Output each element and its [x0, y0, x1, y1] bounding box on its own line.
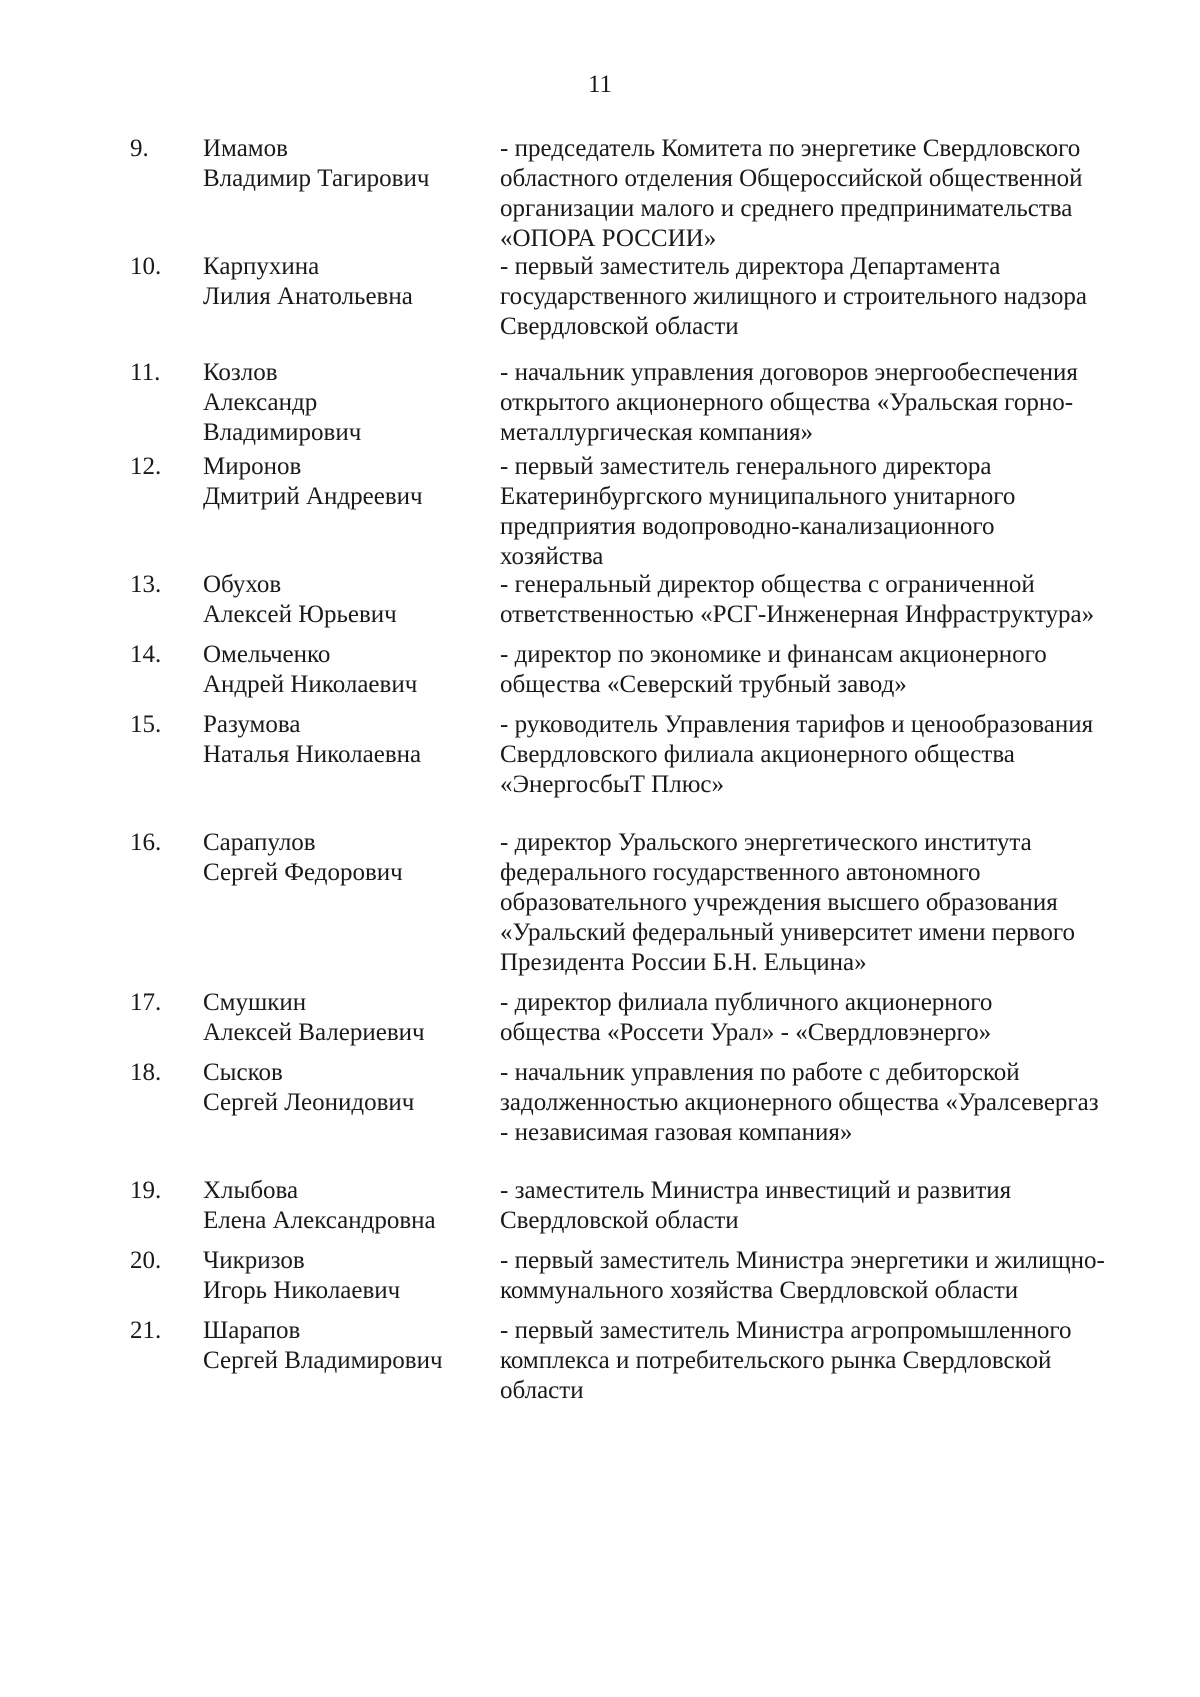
- member-name-line: Сергей Федорович: [203, 859, 403, 886]
- member-name-line: Омельченко: [203, 641, 331, 668]
- member-position: [500, 570, 1150, 630]
- member-position-line: - первый заместитель генерального директора: [500, 453, 992, 480]
- entry-number: 9.: [130, 135, 149, 162]
- member-name-line: Смушкин: [203, 989, 307, 1016]
- member-position-line: предприятия водопроводно-канализационного: [500, 513, 995, 540]
- list-item: [130, 1058, 1150, 1148]
- member-name-line: Владимир Тагирович: [203, 165, 430, 192]
- entry-number: 10.: [130, 253, 162, 280]
- entry-number: 18.: [130, 1059, 162, 1086]
- member-name-line: Имамов: [203, 135, 288, 162]
- member-position: [500, 828, 1150, 978]
- member-position-line: «Уральский федеральный университет имени первого: [500, 919, 1075, 946]
- member-position-line: ответственностью «РСГ-Инженерная Инфраструктура»: [500, 601, 1095, 628]
- member-name: [203, 1246, 500, 1306]
- member-name-line: Обухов: [203, 571, 282, 598]
- list-item: [130, 134, 1150, 254]
- member-position-line: Свердловской области: [500, 1207, 739, 1234]
- member-position-line: - начальник управления договоров энергообеспечения: [500, 359, 1078, 386]
- member-position-line: комплекса и потребительского рынка Свердловской: [500, 1347, 1052, 1374]
- member-name: [203, 1176, 500, 1236]
- entry-number: 17.: [130, 989, 162, 1016]
- list-item: [130, 710, 1150, 800]
- member-position: [500, 1058, 1150, 1148]
- member-position-line: государственного жилищного и строительного надзора: [500, 283, 1088, 310]
- list-item: [130, 1246, 1150, 1306]
- entry-number: 11.: [130, 359, 161, 386]
- member-position: [500, 710, 1150, 800]
- member-position: [500, 640, 1150, 700]
- member-position-line: области: [500, 1377, 584, 1404]
- member-position-line: образовательного учреждения высшего образования: [500, 889, 1058, 916]
- member-position-line: коммунального хозяйства Свердловской области: [500, 1277, 1019, 1304]
- member-name-line: Елена Александровна: [203, 1207, 436, 1234]
- member-position: [500, 1176, 1150, 1236]
- list-item: [130, 252, 1150, 342]
- member-name-line: Козлов: [203, 359, 278, 386]
- member-position: [500, 358, 1150, 448]
- entry-number: 14.: [130, 641, 162, 668]
- page-number: 11: [587, 71, 613, 98]
- member-position-line: общества «Россети Урал» - «Свердловэнерго»: [500, 1019, 992, 1046]
- list-item: [130, 1316, 1150, 1406]
- member-name-line: Александр: [203, 389, 318, 416]
- member-position-line: - генеральный директор общества с ограниченной: [500, 571, 1035, 598]
- member-name: [203, 828, 500, 978]
- member-position-line: открытого акционерного общества «Уральская горно-: [500, 389, 1074, 416]
- member-position-line: Свердловского филиала акционерного общества: [500, 741, 1015, 768]
- member-name-line: Хлыбова: [203, 1177, 299, 1204]
- member-name: [203, 452, 500, 572]
- member-name-line: Андрей Николаевич: [203, 671, 418, 698]
- member-position-line: - первый заместитель директора Департамента: [500, 253, 1001, 280]
- member-position-line: - заместитель Министра инвестиций и развития: [500, 1177, 1012, 1204]
- member-position-line: задолженностью акционерного общества «Уралсевергаз: [500, 1089, 1099, 1116]
- member-name-line: Шарапов: [203, 1317, 301, 1344]
- member-position: [500, 134, 1150, 254]
- member-name-line: Чикризов: [203, 1247, 305, 1274]
- member-position-line: - председатель Комитета по энергетике Свердловского: [500, 135, 1081, 162]
- member-name: [203, 358, 500, 448]
- list-item: [130, 640, 1150, 700]
- member-name-line: Разумова: [203, 711, 301, 738]
- member-position-line: металлургическая компания»: [500, 419, 814, 446]
- member-position-line: - директор по экономике и финансам акционерного: [500, 641, 1047, 668]
- member-name: [203, 640, 500, 700]
- member-name-line: Сысков: [203, 1059, 283, 1086]
- member-position: [500, 1246, 1150, 1306]
- member-name-line: Сергей Владимирович: [203, 1347, 443, 1374]
- member-position: [500, 252, 1150, 342]
- list-item: [130, 988, 1150, 1048]
- entry-number: 13.: [130, 571, 162, 598]
- member-name-line: Миронов: [203, 453, 302, 480]
- member-position-line: - директор Уральского энергетического института: [500, 829, 1032, 856]
- member-position-line: - директор филиала публичного акционерного: [500, 989, 993, 1016]
- entry-number: 19.: [130, 1177, 162, 1204]
- member-position: [500, 452, 1150, 572]
- member-position-line: Президента России Б.Н. Ельцина»: [500, 949, 867, 976]
- member-position-line: общества «Северский трубный завод»: [500, 671, 907, 698]
- member-name: [203, 1058, 500, 1148]
- member-position-line: - начальник управления по работе с дебиторской: [500, 1059, 1020, 1086]
- member-name: [203, 988, 500, 1048]
- member-name-line: Лилия Анатольевна: [203, 283, 413, 310]
- member-position-line: «ОПОРА РОССИИ»: [500, 225, 717, 252]
- entry-number: 21.: [130, 1317, 162, 1344]
- member-name-line: Алексей Валериевич: [203, 1019, 425, 1046]
- member-name-line: Сергей Леонидович: [203, 1089, 415, 1116]
- member-name-line: Наталья Николаевна: [203, 741, 422, 768]
- member-name: [203, 134, 500, 254]
- entry-number: 16.: [130, 829, 162, 856]
- list-item: [130, 1176, 1150, 1236]
- entry-number: 20.: [130, 1247, 162, 1274]
- member-position: [500, 988, 1150, 1048]
- member-position-line: федерального государственного автономного: [500, 859, 981, 886]
- member-position-line: - первый заместитель Министра агропромышленного: [500, 1317, 1072, 1344]
- member-position: [500, 1316, 1150, 1406]
- member-name: [203, 570, 500, 630]
- member-name-line: Сарапулов: [203, 829, 316, 856]
- member-name-line: Карпухина: [203, 253, 320, 280]
- member-position-line: организации малого и среднего предпринимательства: [500, 195, 1073, 222]
- list-item: [130, 570, 1150, 630]
- member-name: [203, 252, 500, 342]
- list-item: [130, 828, 1150, 978]
- member-position-line: Свердловской области: [500, 313, 739, 340]
- member-position-line: хозяйства: [500, 543, 604, 570]
- entry-number: 12.: [130, 453, 162, 480]
- member-position-line: - руководитель Управления тарифов и ценообразования: [500, 711, 1094, 738]
- member-name-line: Игорь Николаевич: [203, 1277, 401, 1304]
- member-name-line: Владимирович: [203, 419, 362, 446]
- member-position-line: - независимая газовая компания»: [500, 1119, 853, 1146]
- list-item: [130, 358, 1150, 448]
- member-name-line: Дмитрий Андреевич: [203, 483, 423, 510]
- member-position-line: Екатеринбургского муниципального унитарного: [500, 483, 1016, 510]
- member-name: [203, 1316, 500, 1406]
- member-position-line: областного отделения Общероссийской общественной: [500, 165, 1083, 192]
- member-position-line: «ЭнергосбыТ Плюс»: [500, 771, 724, 798]
- member-position-line: - первый заместитель Министра энергетики и жилищно-: [500, 1247, 1105, 1274]
- member-name: [203, 710, 500, 800]
- member-name-line: Алексей Юрьевич: [203, 601, 397, 628]
- list-item: [130, 452, 1150, 572]
- entry-number: 15.: [130, 711, 162, 738]
